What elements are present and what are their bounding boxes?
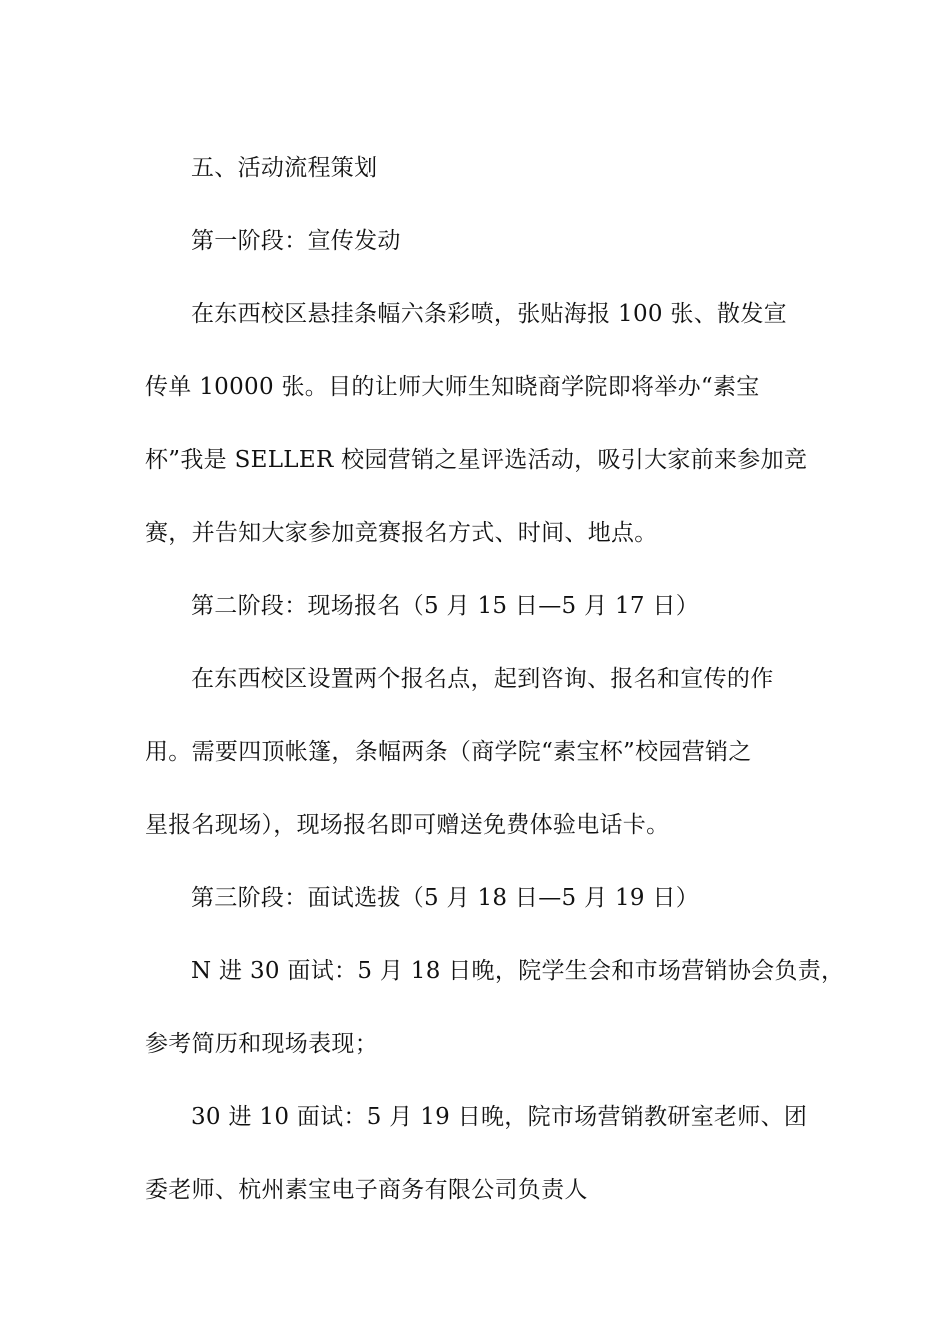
stage-3-heading (145, 862, 815, 935)
text-line: 传单 10000 张。目的让师大师生知晓商学院即将举办“素宝 (145, 374, 760, 400)
text-line: 五、活动流程策划 (191, 155, 378, 181)
stage-1-heading (145, 205, 815, 278)
text-line: 在东西校区悬挂条幅六条彩喷，张贴海报 100 张、散发宣 (191, 301, 787, 327)
text-line: 第二阶段：现场报名（5 月 15 日—5 月 17 日） (191, 593, 700, 619)
document-body (145, 132, 845, 1227)
text-line: N 进 30 面试：5 月 18 日晚，院学生会和市场营销协会负责， (191, 958, 845, 984)
text-line: 第一阶段：宣传发动 (191, 228, 401, 254)
text-line: 用。需要四顶帐篷，条幅两条（商学院“素宝杯”校园营销之 (145, 739, 752, 765)
stage-2-paragraph (145, 643, 815, 862)
stage-1-paragraph (145, 278, 815, 570)
text-line: 杯”我是 SELLER 校园营销之星评选活动，吸引大家前来参加竞 (145, 447, 808, 473)
text-line: 在东西校区设置两个报名点，起到咨询、报名和宣传的作 (191, 666, 774, 692)
section-heading (145, 132, 815, 205)
interview-30-to-10-paragraph (145, 1081, 815, 1227)
text-line: 第三阶段：面试选拔（5 月 18 日—5 月 19 日） (191, 885, 700, 911)
text-line: 赛，并告知大家参加竞赛报名方式、时间、地点。 (145, 520, 658, 546)
text-line: 30 进 10 面试：5 月 19 日晚，院市场营销教研室老师、团 (191, 1104, 808, 1130)
interview-n-to-30-paragraph (145, 935, 845, 1081)
stage-2-heading (145, 570, 815, 643)
text-line: 星报名现场），现场报名即可赠送免费体验电话卡。 (145, 812, 670, 838)
text-line: 参考简历和现场表现； (145, 1031, 378, 1057)
text-line: 委老师、杭州素宝电子商务有限公司负责人 (145, 1177, 588, 1203)
